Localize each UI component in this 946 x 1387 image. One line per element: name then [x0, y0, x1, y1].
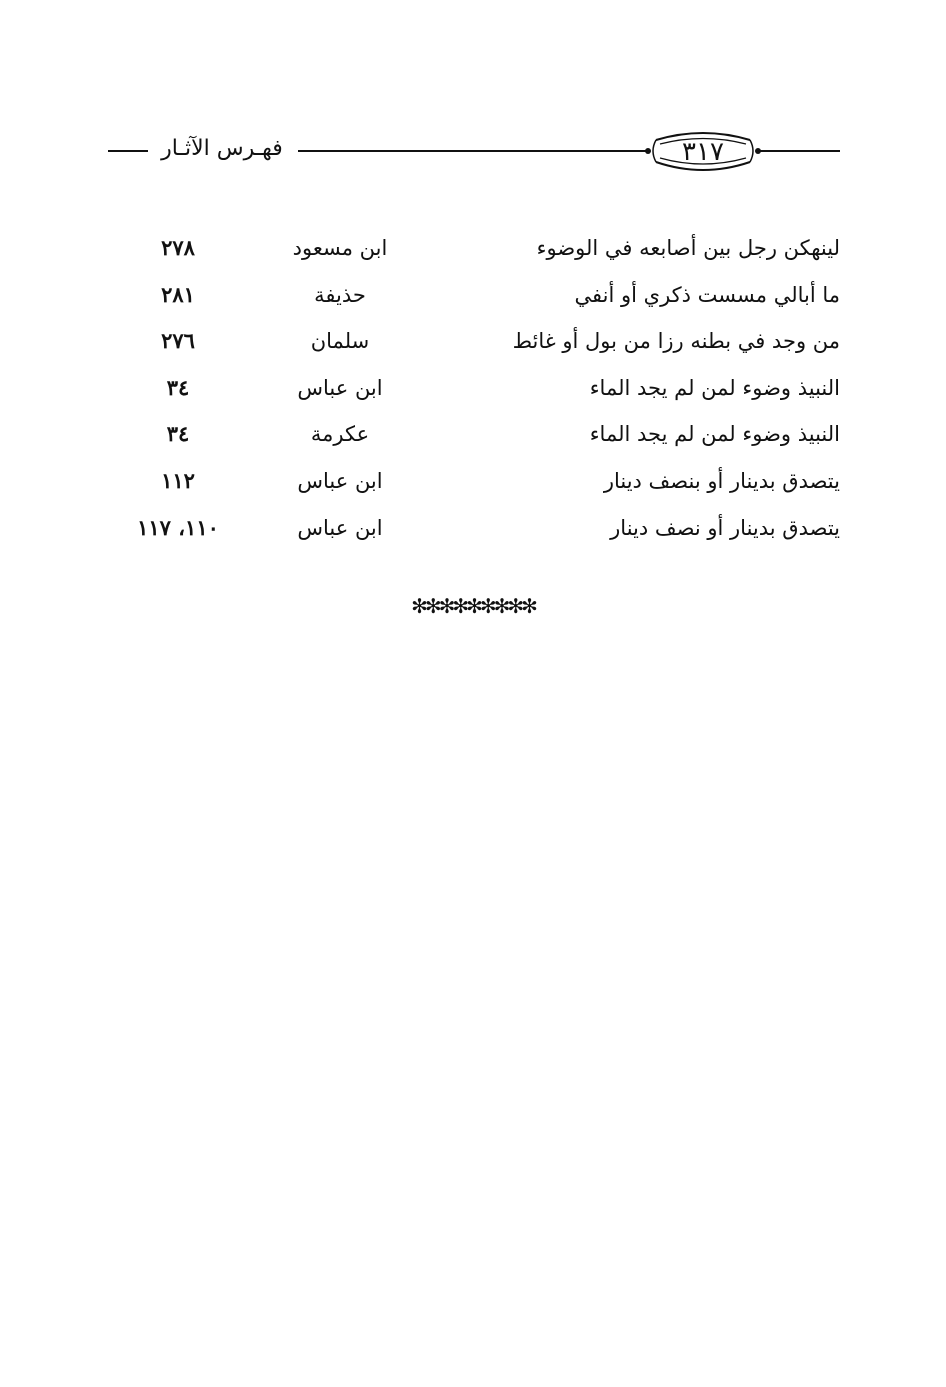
page-refs: ١١٠، ١١٧: [137, 514, 219, 540]
page-refs: ١١٢: [161, 467, 195, 493]
athar-text: النبيذ وضوء لمن لم يجد الماء: [589, 422, 840, 447]
end-of-section-asterisks: ✻✻✻✻✻✻✻✻✻: [411, 594, 535, 618]
page-refs: ٢٧٨: [161, 235, 195, 260]
page-refs: ٣٤: [166, 374, 190, 400]
narrator: ابن عباس: [297, 515, 383, 540]
index-row: [108, 461, 840, 508]
index-row: [108, 414, 840, 461]
index-row: [108, 275, 840, 322]
athar-text: ما أبالي مسست ذكري أو أنفي: [574, 282, 840, 307]
narrator: عكرمة: [310, 422, 370, 447]
narrator: ابن عباس: [297, 468, 383, 493]
athar-index-list: [108, 228, 840, 554]
index-row: [108, 368, 840, 415]
narrator: ابن مسعود: [292, 236, 388, 260]
athar-text: يتصدق بدينار أو نصف دينار: [610, 515, 840, 540]
page-number: ٣١٧: [682, 137, 724, 167]
page-refs: ٢٨١: [161, 281, 195, 307]
page-refs: ٣٤: [166, 421, 190, 447]
page-refs: ٢٧٦: [161, 328, 195, 354]
athar-text: يتصدق بدينار أو بنصف دينار: [603, 468, 840, 493]
narrator: ابن عباس: [297, 375, 383, 400]
athar-text: لينهكن رجل بين أصابعه في الوضوء: [536, 236, 840, 260]
narrator: سلمان: [310, 329, 370, 354]
athar-text: النبيذ وضوء لمن لم يجد الماء: [589, 375, 840, 400]
index-row: [108, 508, 840, 555]
index-row: [108, 228, 840, 275]
athar-text: من وجد في بطنه رزا من بول أو غائط: [512, 329, 840, 354]
page-header: [108, 128, 840, 178]
index-row: [108, 321, 840, 368]
narrator: حذيفة: [314, 282, 366, 307]
index-title: فهـرس الآثـار: [158, 134, 286, 164]
